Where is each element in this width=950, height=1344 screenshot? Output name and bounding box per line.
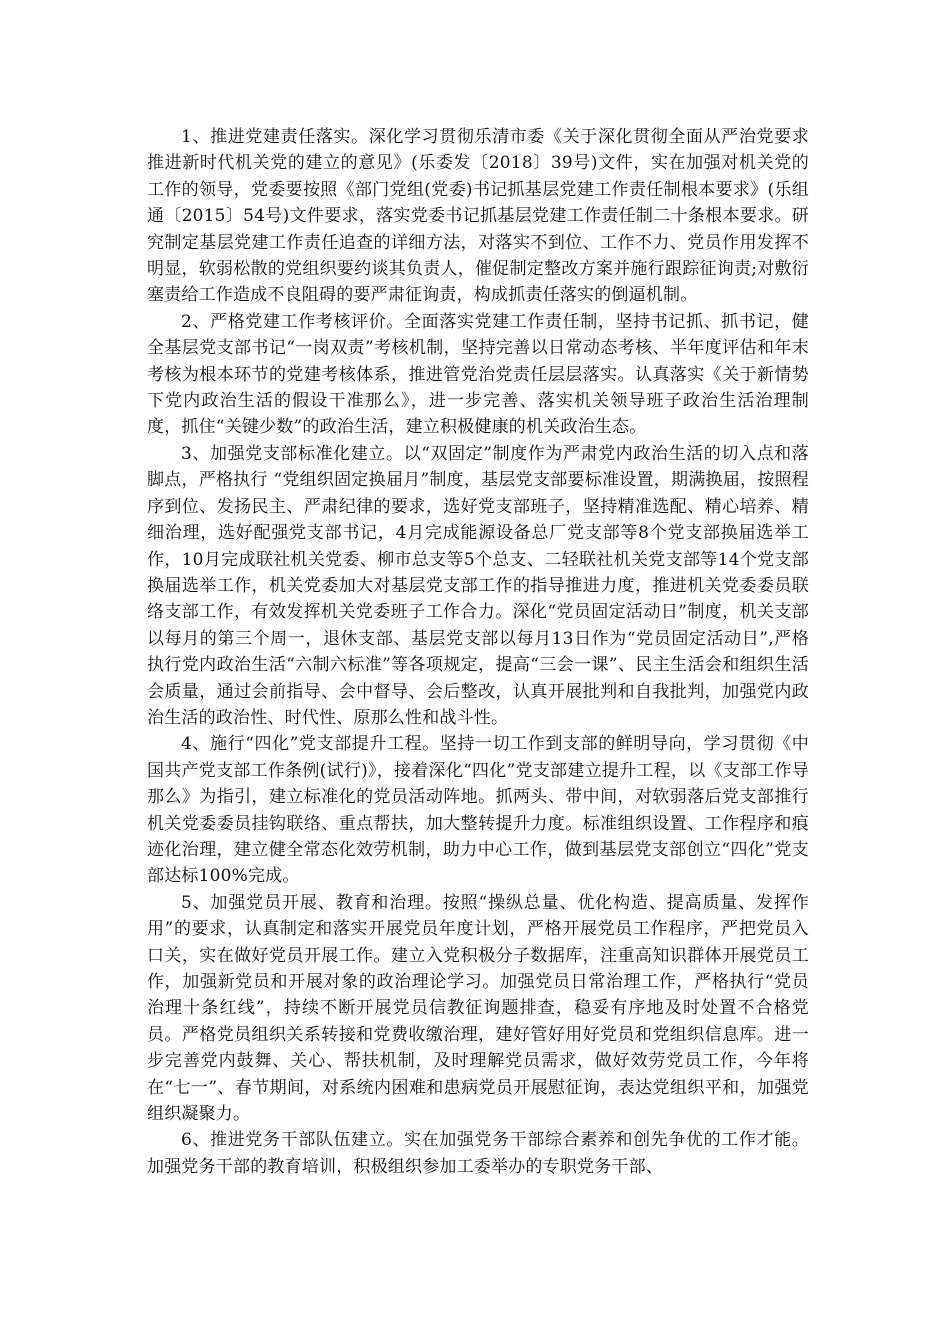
paragraph-1: 1、推进党建责任落实。深化学习贯彻乐清市委《关于深化贯彻全面从严治党要求推进新时代机关党的建立的意见》(乐委发〔2018〕39号)文件，实在加强对机关党的工作的领导，党委要按照《部门党组(党委)书记抓基层党建工作责任制根本要求》(乐组通〔2015〕54号)文件要求，落实党委书记抓基层党建工作责任制二十条根本要求。研究制定基层党建工作责任追查的详细方法，对落实不到位、工作不力、党员作用发挥不明显，软弱松散的党组织要约谈其负责人，催促制定整改方案并施行跟踪征询责;对敷衍塞责给工作造成不良阻碍的要严肃征询责，构成抓责任落实的倒逼机制。 [147,127,809,306]
paragraph-3: 3、加强党支部标准化建立。以“双固定”制度作为严肃党内政治生活的切入点和落脚点，严格执行 “党组织固定换届月”制度，基层党支部要标准设置，期满换届，按照程序到位、发扬民主、严肃纪律的要求，选好党支部班子，坚持精准选配、精心培养、精细治理，选好配强党支部书记，4月完成能源设备总厂党支部等8个党支部换届选举工作，10月完成联社机关党委、柳市总支等5个总支、二轻联社机关党支部等14个党支部换届选举工作，机关党委加大对基层党支部工作的指导推进力度，推进机关党委委员联络支部工作，有效发挥机关党委班子工作合力。深化“党员固定活动日”制度，机关支部以每月的第三个周一，退休支部、基层党支部以每月13日作为“党员固定活动日”,严格执行党内政治生活“六制六标准”等各项规定，提高“三会一课”、民主生活会和组织生活会质量，通过会前指导、会中督导、会后整改，认真开展批判和自我批判，加强党内政治生活的政治性、时代性、原那么性和战斗性。 [147,443,809,728]
paragraph-6: 6、推进党务干部队伍建立。实在加强党务干部综合素养和创先争优的工作才能。加强党务干部的教育培训，积极组织参加工委举办的专职党务干部、 [147,1130,809,1177]
paragraph-4: 4、施行“四化”党支部提升工程。坚持一切工作到支部的鲜明导向，学习贯彻《中国共产党支部工作条例(试行)》，接着深化“四化”党支部建立提升工程，以《支部工作导那么》为指引，建立标准化的党员活动阵地。抓两头、带中间，对软弱落后党支部推行机关党委委员挂钩联络、重点帮扶，加大整转提升力度。标准组织设置、工作程序和痕迹化治理，建立健全常态化效劳机制，助力中心工作，做到基层党支部创立“四化”党支部达标100%完成。 [147,734,809,887]
paragraph-5: 5、加强党员开展、教育和治理。按照“操纵总量、优化构造、提高质量、发挥作用”的要求，认真制定和落实开展党员年度计划，严格开展党员工作程序，严把党员入口关，实在做好党员开展工作。建立入党积极分子数据库，注重高知识群体开展党员工作，加强新党员和开展对象的政治理论学习。加强党员日常治理工作，严格执行“党员治理十条红线”，持续不断开展党员信教征询题排查，稳妥有序地及时处置不合格党员。严格党员组织关系转接和党费收缴治理，建好管好用好党员和党组织信息库。进一步完善党内鼓舞、关心、帮扶机制，及时理解党员需求，做好效劳党员工作，今年将在“七一”、春节期间，对系统内困难和患病党员开展慰征询，表达党组织平和，加强党组织凝聚力。 [147,892,809,1125]
document-body [147,124,809,1180]
paragraph-2: 2、严格党建工作考核评价。全面落实党建工作责任制，坚持书记抓、抓书记，健全基层党支部书记“一岗双责”考核机制，坚持完善以日常动态考核、半年度评估和年末考核为根本环节的党建考核体系，推进管党治党责任层层落实。认真落实《关于新情势下党内政治生活的假设干准那么》，进一步完善、落实机关领导班子政治生活治理制度，抓住“关键少数”的政治生活，建立积极健康的机关政治生态。 [147,311,809,438]
